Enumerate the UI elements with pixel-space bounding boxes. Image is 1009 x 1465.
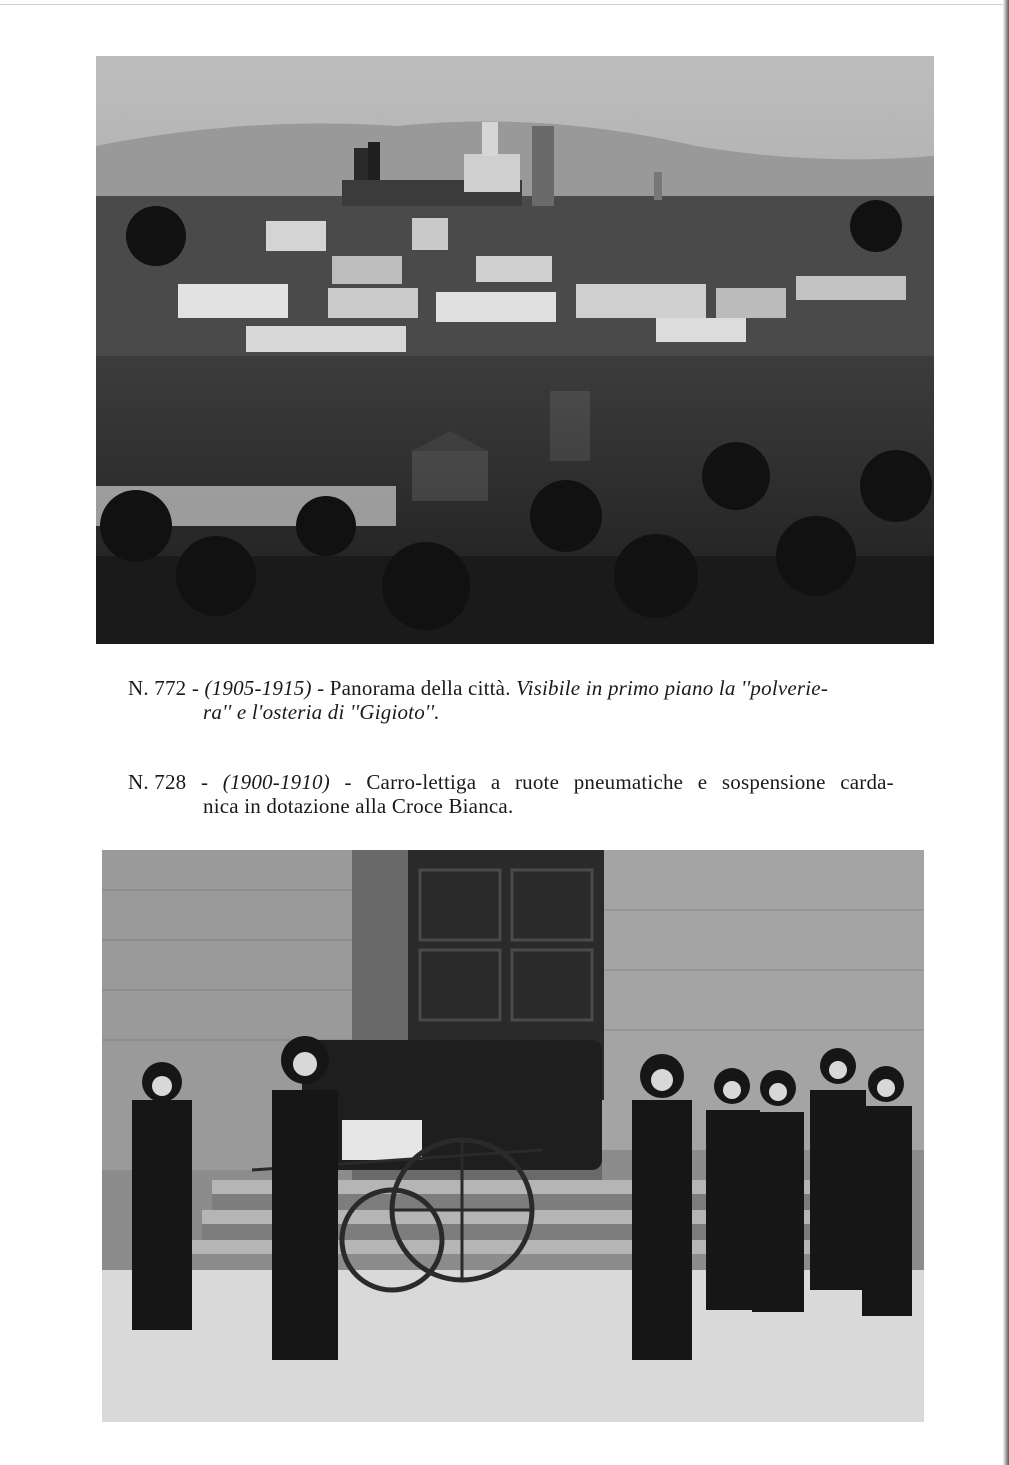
caption-word: ruote [514, 770, 560, 794]
caption-title: Panorama della città. [329, 676, 511, 700]
caption-728 [128, 770, 918, 818]
page-edge [0, 4, 1009, 5]
caption-word: carda- [840, 770, 894, 794]
caption-number: N. 772 [128, 676, 187, 700]
caption-772 [128, 676, 918, 724]
caption-date: (1905-1915) [204, 676, 312, 700]
caption-word: e [697, 770, 708, 794]
caption-description: Visibile in primo piano la ''polverie- [516, 676, 829, 700]
caption-word: pneumatiche [573, 770, 684, 794]
caption-728-line-2 [128, 794, 918, 818]
caption-description-continued: ra'' e l'osteria di ''Gigioto''. [203, 700, 440, 724]
stretcher-cart-illustration [102, 850, 924, 1422]
page-binding-shadow [1003, 0, 1009, 1465]
caption-728-line-1 [128, 770, 894, 794]
caption-word: sospensione [721, 770, 826, 794]
photo-stretcher-cart [102, 850, 924, 1422]
caption-number: N. 728 [128, 770, 187, 794]
caption-separator: - [200, 770, 209, 794]
caption-separator: - [191, 676, 200, 700]
caption-date: (1900-1910) [222, 770, 330, 794]
caption-word: a [490, 770, 501, 794]
caption-word: Carro-lettiga [366, 770, 477, 794]
panorama-illustration [96, 56, 934, 644]
caption-772-line-2 [128, 700, 918, 724]
caption-description-continued: nica in dotazione alla Croce Bianca. [203, 794, 514, 818]
caption-separator: - [344, 770, 352, 794]
caption-772-line-1 [128, 676, 918, 700]
caption-separator: - [317, 676, 325, 700]
photo-town-panorama [96, 56, 934, 644]
